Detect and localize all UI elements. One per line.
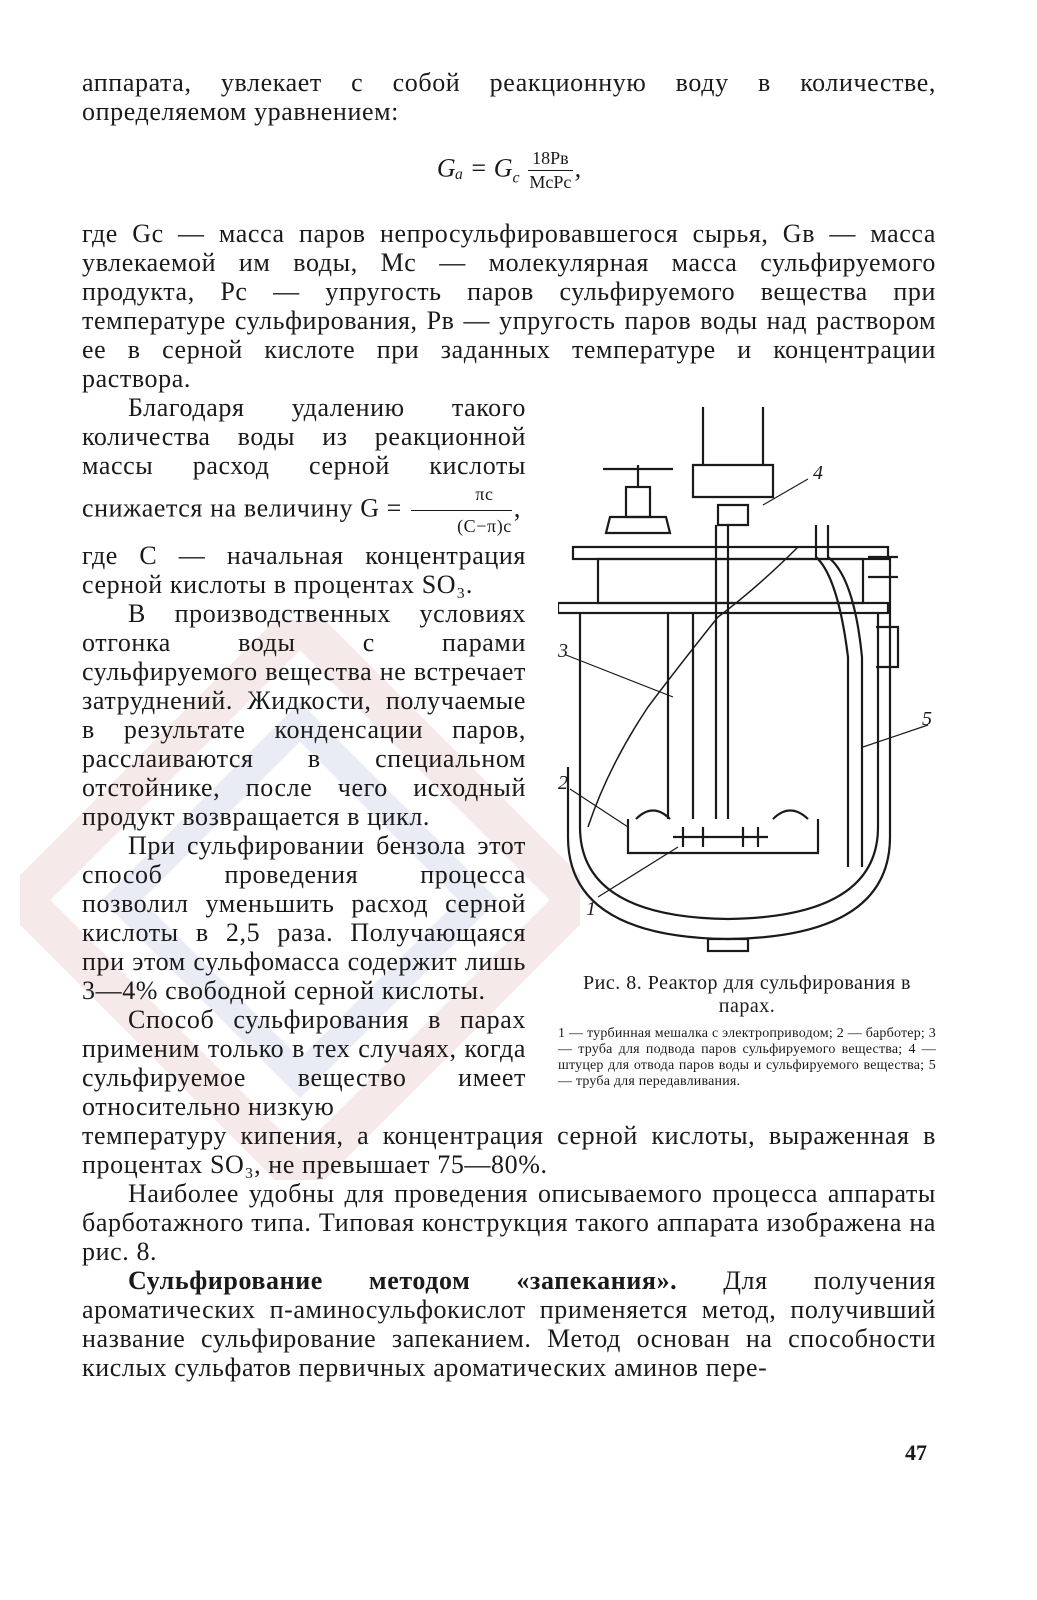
figure-legend: 1 — турбинная мешалка с электроприводом; 2 — барботер; 3 — труба для подвода паров сульфируемого вещества; 4 — штуцер для отвода паров воды и сульфируемого вещества; 5 — труба для передавливания.: [558, 1026, 936, 1089]
agitator-shaft: [716, 525, 728, 819]
reduction-fraction: [411, 480, 512, 541]
top-flange: [573, 547, 888, 559]
formula-lhs-sub: с: [512, 169, 520, 187]
paragraph-where: где Gс — масса паров непросульфировавшегося сырья, Gв — масса увлекаемой им воды, Mс — молекулярная масса сульфируемого продукта, Pс — упругость паров сульфируемого вещества при температуре сульфирования, Pв — упругость паров воды над раствором ее в серной кислоте при заданных температуре и концентрации раствора.: [82, 219, 936, 393]
reduction-denominator: (C−π)с: [457, 516, 512, 536]
paragraph-benzene: При сульфировании бензола этот способ проведения процесса позволил уменьшить расход серной кислоты в 2,5 раза. Получающаяся при этом сульфомасса содержит лишь 3—4% свободной серной кислоты.: [82, 831, 526, 1005]
reduction-text: Благодаря удалению такого количества воды из реакционной массы расход серной кислоты снижается на величину G =: [82, 393, 526, 523]
figure-caption: Рис. 8. Реактор для сульфирования в парах.: [583, 972, 911, 1017]
label-2: 2: [558, 772, 568, 794]
text-figure-row: [82, 393, 936, 1121]
label-3: 3: [558, 640, 568, 662]
intro-text: аппарата, увлекает с собой реакционную воду в количестве, определяемом уравнением:: [82, 68, 936, 126]
figure-column: [558, 407, 936, 1121]
valve-handwheel: [603, 465, 673, 487]
outlet-nozzle: [718, 505, 748, 525]
paragraph-method: Способ сульфирования в парах применим только в тех случаях, когда сульфируемое вещество имеет относительно низкую: [82, 1005, 526, 1121]
formula-denominator: MсPс: [529, 172, 572, 192]
baking-text: Для получения ароматических п-аминосульфокислот применяется метод, получивший название сульфирование запеканием. Метод основан на способности кислых сульфатов первичных ароматических аминов пере-: [82, 1266, 936, 1382]
paragraph-method-cont: температуру кипения, а концентрация серной кислоты, выраженная в процентах SO₃, не превышает 75—80%.: [82, 1121, 936, 1179]
paragraph-concentration: где C — начальная концентрация серной кислоты в процентах SO₃.: [82, 541, 526, 599]
label-4: 4: [813, 462, 823, 484]
formula-numerator: 18Pв: [528, 148, 573, 171]
top-pipe: [703, 407, 763, 465]
paragraph-reduction: [82, 393, 526, 541]
vapor-tube: [668, 613, 693, 819]
reduction-tail: ,: [513, 493, 521, 523]
page-body: [82, 68, 936, 1382]
turbine-impeller: [673, 827, 768, 847]
page-number: 47: [905, 1440, 927, 1465]
formula-fraction: [528, 148, 573, 193]
section-heading-baking: Сульфирование методом «запекания».: [128, 1266, 678, 1295]
formula-ga: [82, 148, 936, 193]
label-1: 1: [586, 898, 596, 920]
formula-lhs: Gₐ = G: [436, 153, 513, 183]
paragraph-production: В производственных условиях отгонка воды с парами сульфируемого вещества не встречает затруднений. Жидкости, получаемые в результате конденсации паров, расслаиваются в специальном отстойнике, после чего исходный продукт возвращается в цикл.: [82, 599, 526, 831]
paragraph-apparatus: Наиболее удобны для проведения описываемого процесса аппараты барботажного типа. Типовая конструкция такого аппарата изображена на рис. 8.: [82, 1179, 936, 1266]
reactor-diagram: [558, 407, 936, 953]
reduction-numerator: πс: [411, 480, 512, 511]
left-column: [82, 393, 526, 1121]
paragraph-baking: [82, 1266, 936, 1382]
transfer-pipe: [816, 525, 862, 867]
label-5: 5: [922, 708, 932, 730]
formula-tail: ,: [574, 153, 582, 183]
